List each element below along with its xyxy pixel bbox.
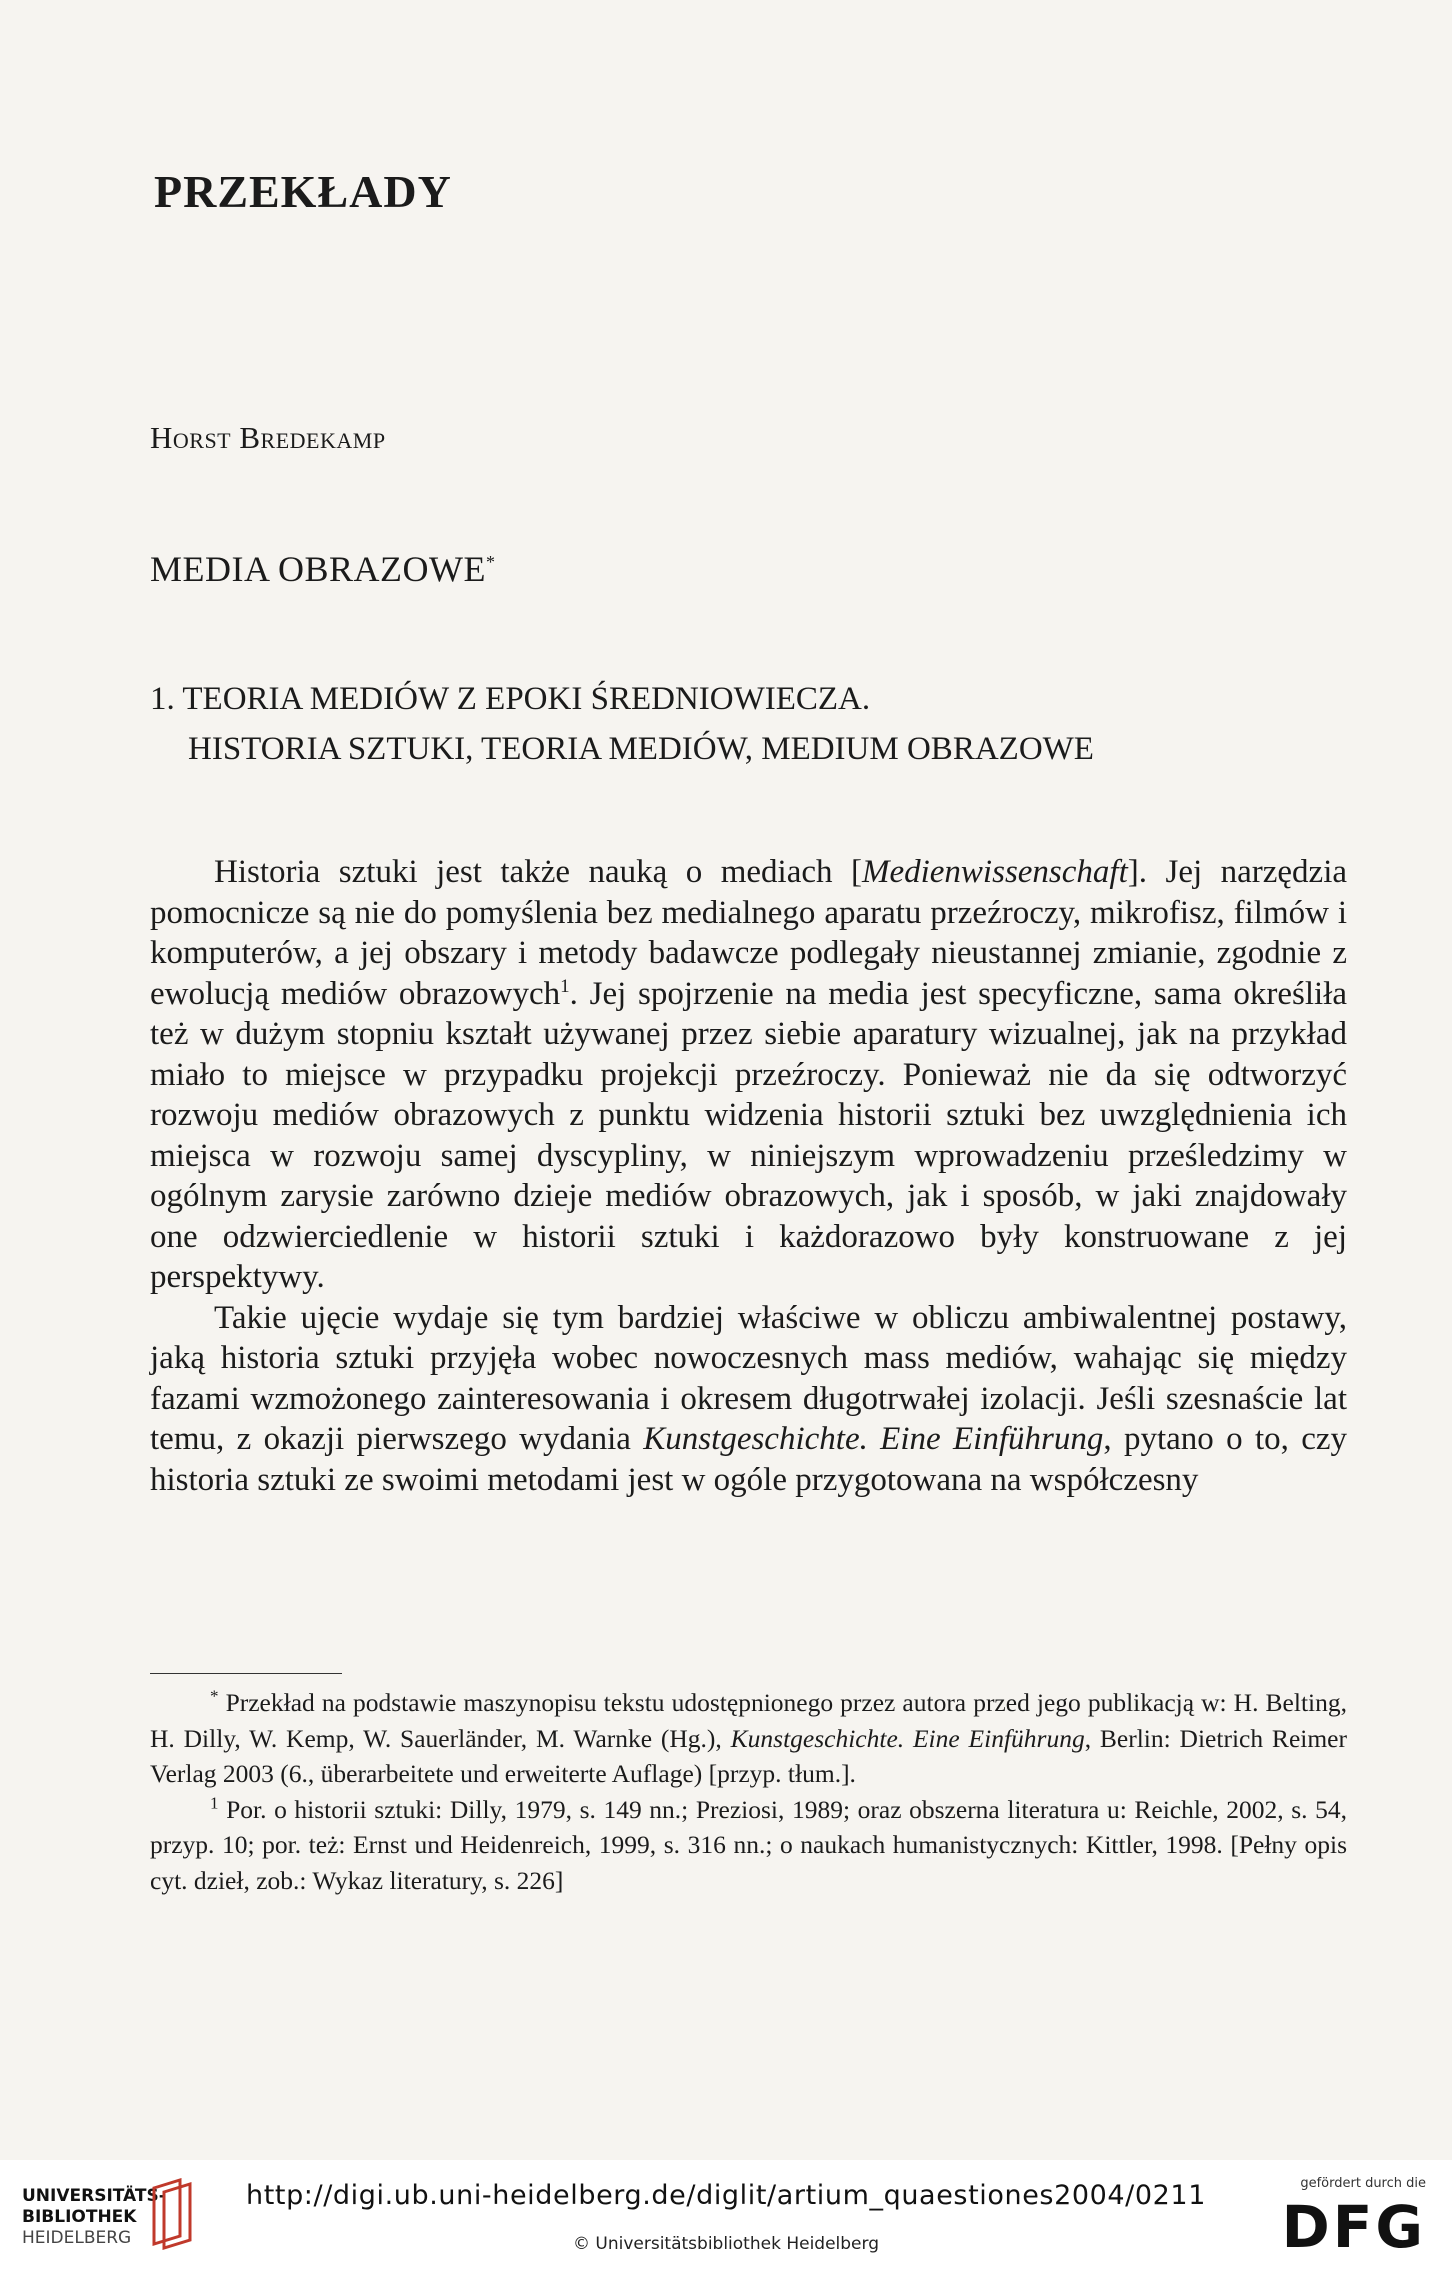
article-title-footnote-mark: * — [485, 552, 496, 572]
chapter-heading-line2: HISTORIA SZTUKI, TEORIA MEDIÓW, MEDIUM OBRAZOWE — [188, 731, 1094, 767]
library-logo-line3: HEIDELBERG — [22, 2228, 132, 2248]
chapter-heading — [150, 674, 1094, 774]
paragraph-2-text-a: Takie ujęcie wydaje się tym bardziej właściwe w obliczu ambiwalentnej postawy, jaką historia sztuki przyjęła wobec nowoczesnych mass mediów, wahając się między fazami wzmożonego zainteresowania i okresem długotrwałej izolacji. Jeśli szesnaście lat temu, z okazji pierwszego wydania — [150, 1299, 1347, 1457]
footnote-1-text: Por. o historii sztuki: Dilly, 1979, s. 149 nn.; Preziosi, 1989; oraz obszerna literatura u: Reichle, 2002, s. 54, przyp. 10; por. też: Ernst und Heidenreich, 1999, s. 316 nn.; o naukach humanistycznych: Kittler, 1998. [Pełny opis cyt. dzieł, zob.: Wykaz literatury, s. 226] — [150, 1794, 1347, 1895]
article-title-text: MEDIA OBRAZOWE — [150, 549, 486, 589]
footnote-star-italic: Kunstgeschichte. Eine Einführung — [730, 1723, 1085, 1753]
footnote-star-mark: * — [210, 1686, 219, 1706]
paragraph-1 — [150, 852, 1347, 1298]
footnote-1 — [150, 1792, 1347, 1899]
footnote-1-mark: 1 — [210, 1793, 219, 1812]
paragraph-2 — [150, 1298, 1347, 1501]
paragraph-1-italic: Medienwissenschaft — [861, 854, 1128, 890]
article-title — [150, 548, 495, 590]
footnotes — [150, 1685, 1347, 1898]
dfg-logo[interactable]: DFG — [1281, 2193, 1426, 2261]
paragraph-1-text-a: Historia sztuki jest także nauką o mediach [ — [214, 854, 862, 890]
body-text — [150, 852, 1347, 1500]
permalink-url[interactable]: http://digi.ub.uni-heidelberg.de/diglit/artium_quaestiones2004/0211 — [245, 2180, 1206, 2211]
funder-label: gefördert durch die — [1300, 2176, 1426, 2191]
footnote-star — [150, 1685, 1347, 1792]
footnote-ref-1[interactable]: 1 — [560, 975, 570, 997]
footnote-star-text-b: , Berlin: Dietrich Reimer Verlag 2003 (6., überarbeitete und erweiterte Auflage) [przyp. tłum.]. — [150, 1723, 1347, 1788]
section-heading: PRZEKŁADY — [154, 166, 452, 217]
paragraph-2-italic: Kunstgeschichte. Eine Einführung — [643, 1421, 1104, 1457]
paragraph-1-text-c: . Jej spojrzenie na media jest specyficzne, sama określiła też w dużym stopniu kształt używanej przez siebie aparatury wizualnej, jak na przykład miało to miejsce w przypadku projekcji przeźroczy. Ponieważ nie da się odtworzyć rozwoju mediów obrazowych z punktu widzenia historii sztuki bez uwzględnienia ich miejsca w rozwoju samej dyscypliny, w niniejszym wprowadzeniu prześledzimy w ogólnym zarysie zarówno dzieje mediów obrazowych, jak i sposób, w jaki znajdowały one odzwierciedlenie w historii sztuki i każdorazowo były konstruowane z jej perspektywy. — [150, 975, 1347, 1295]
paragraph-2-text-b: , pytano o to, czy historia sztuki ze swoimi metodami jest w ogóle przygotowana na współczesny — [150, 1421, 1347, 1498]
library-logo-line2: BIBLIOTHEK — [22, 2207, 137, 2227]
footnote-separator — [150, 1673, 342, 1674]
library-logo-line1: UNIVERSITÄTS- — [22, 2186, 166, 2206]
footnote-star-text-a: Przekład na podstawie maszynopisu tekstu udostępnionego przez autora przed jego publikacją w: H. Belting, H. Dilly, W. Kemp, W. Sauerländer, M. Warnke (Hg.), — [150, 1688, 1347, 1753]
author-name: Horst Bredekamp — [150, 420, 386, 455]
paragraph-1-text-b: ]. Jej narzędzia pomocnicze są nie do pomyślenia bez medialnego aparatu przeźroczy, mikrofisz, filmów i komputerów, a jej obszary i metody badawcze podlegały nieustannej zmianie, zgodnie z ewolucją mediów obrazowych — [150, 854, 1348, 1012]
copyright-notice: © Universitätsbibliothek Heidelberg — [572, 2234, 879, 2254]
chapter-heading-line1: 1. TEORIA MEDIÓW Z EPOKI ŚREDNIOWIECZA. — [150, 681, 871, 717]
digitization-footer — [0, 2160, 1452, 2269]
